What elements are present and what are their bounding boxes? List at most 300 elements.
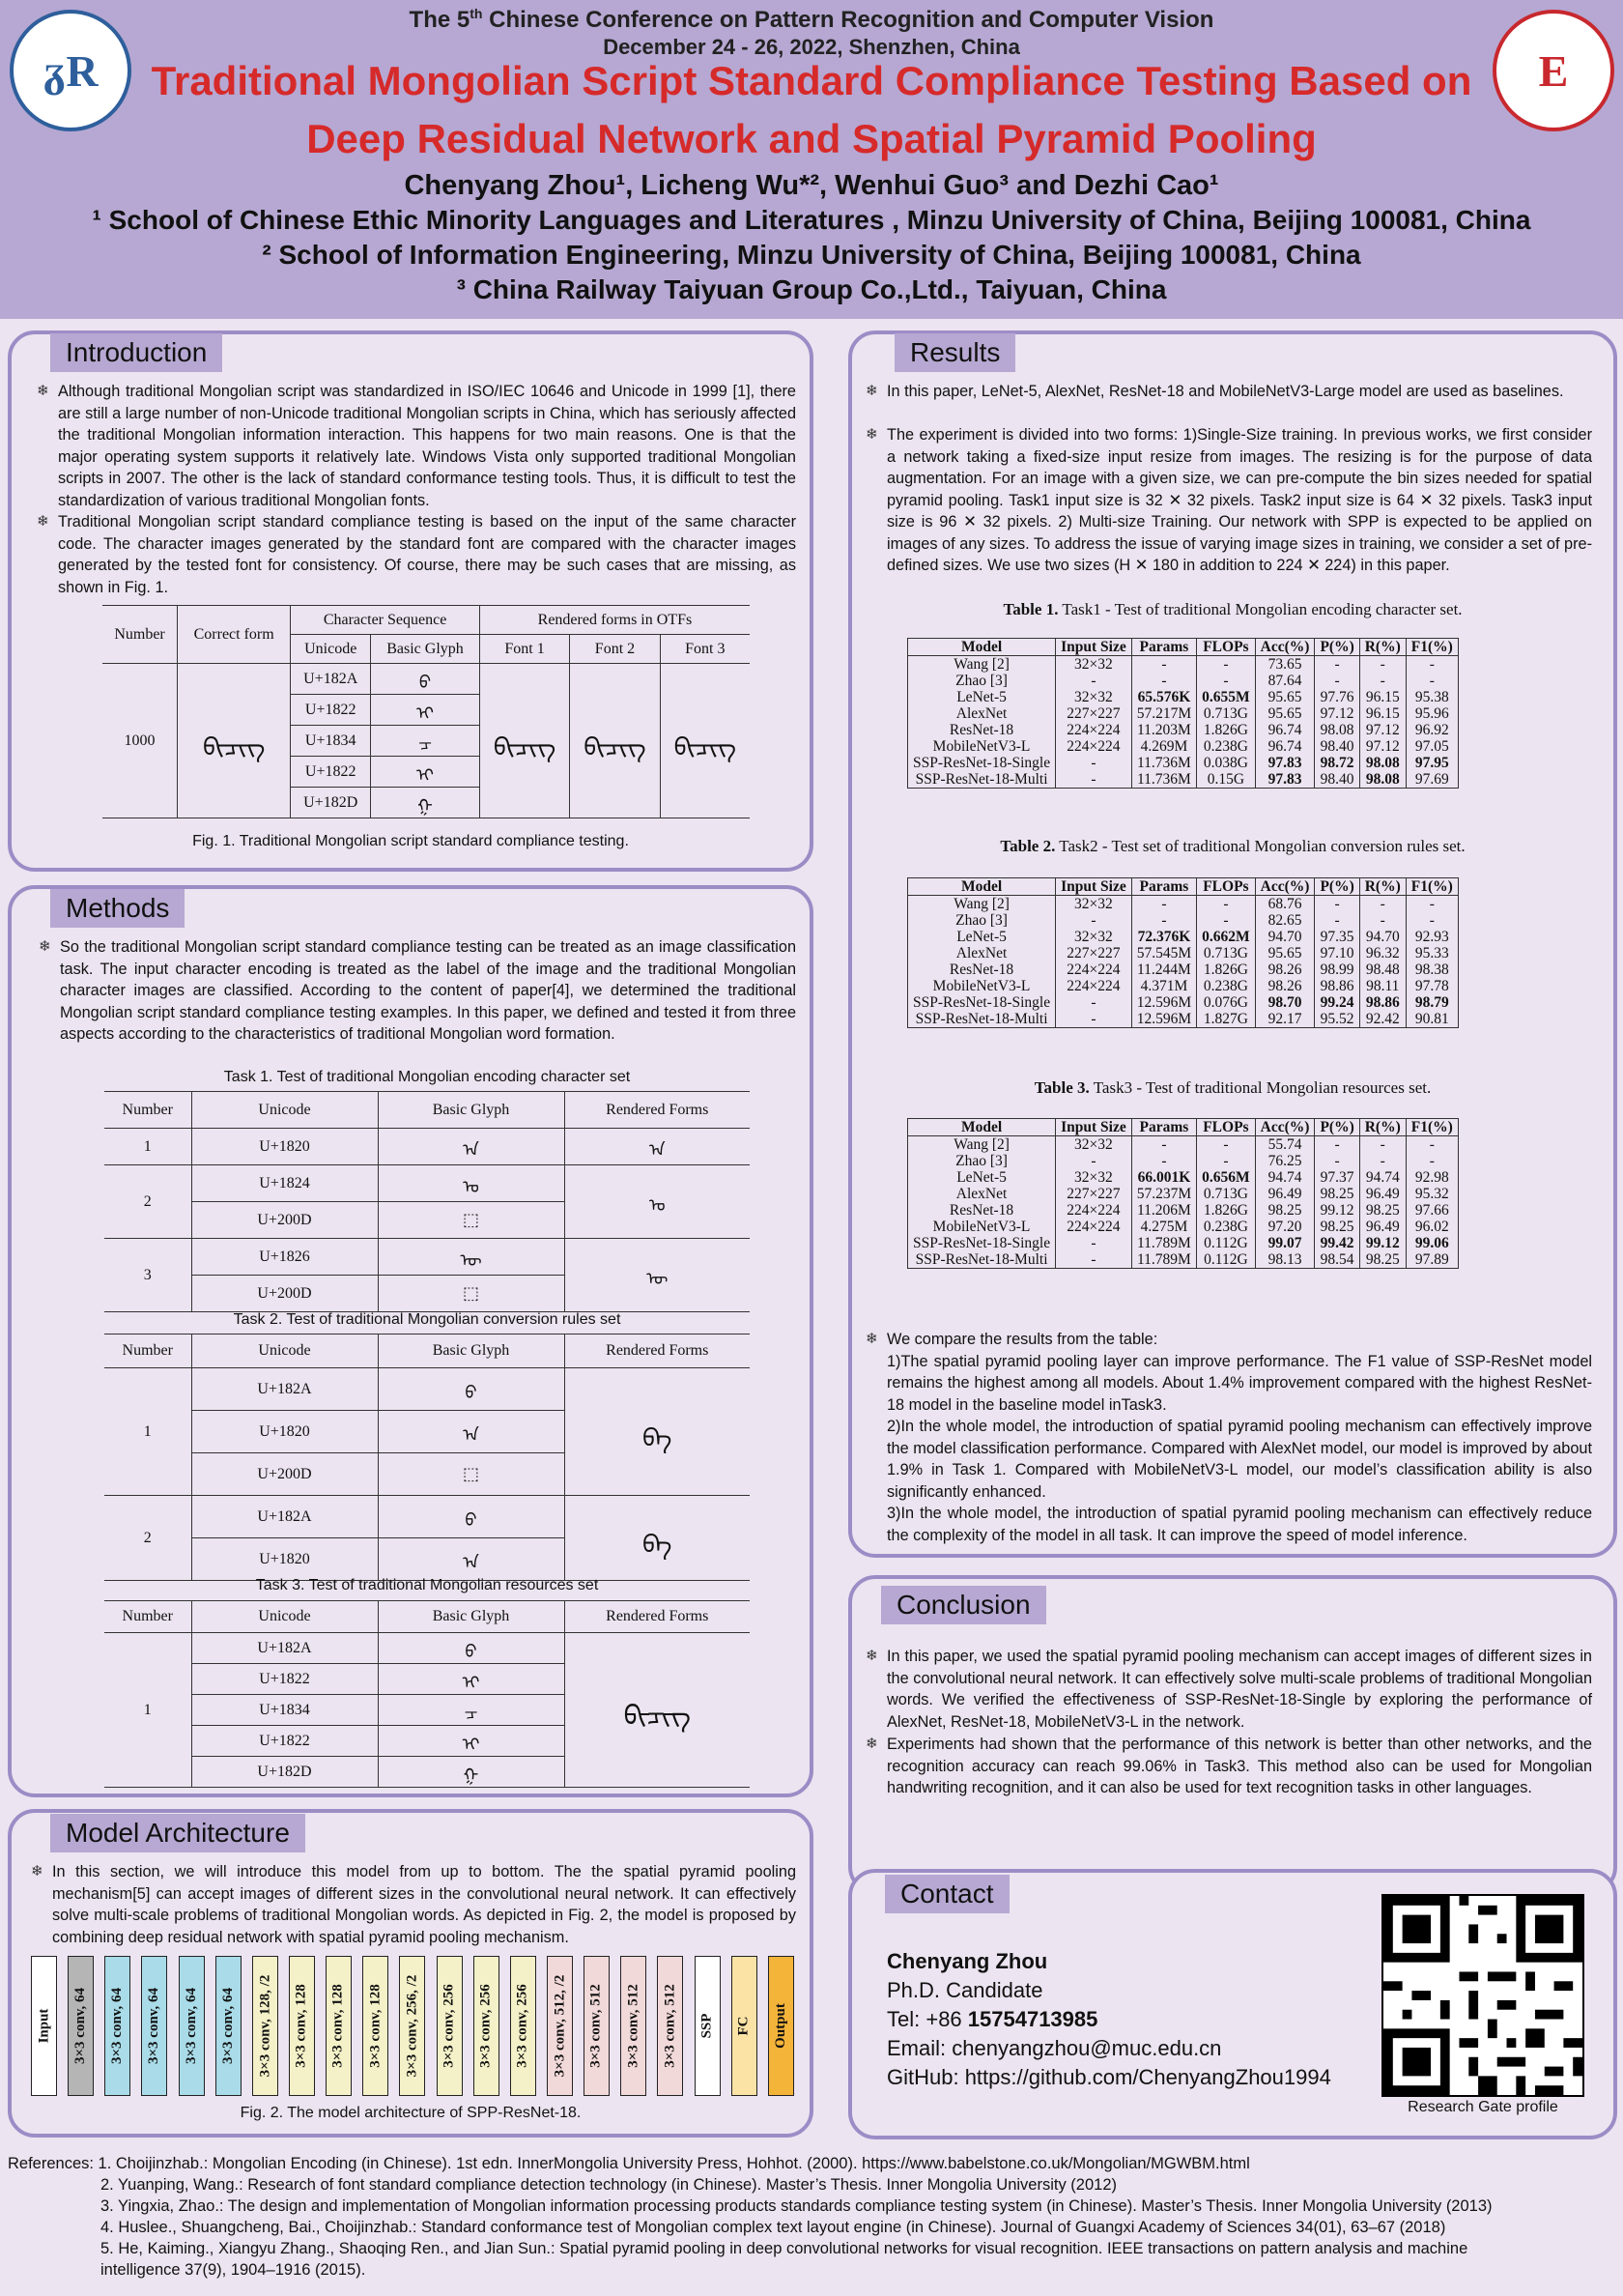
table-row	[908, 945, 1459, 961]
affiliation-3: ³ China Railway Taiyuan Group Co.,Ltd., Taiyuan, China	[456, 274, 1167, 304]
table-cell: 97.66	[1414, 1202, 1449, 1219]
rendered-cell: ᠪᠠ	[564, 1368, 750, 1496]
table-cell: -	[1197, 1153, 1256, 1169]
table2-caption: Table 2. Task2 - Test set of traditional Mongolian conversion rules set.	[1000, 837, 1466, 855]
table-cell: 0.112G	[1197, 1251, 1256, 1269]
table-cell: -	[1056, 1011, 1132, 1028]
table-cell: 96.02	[1414, 1219, 1449, 1235]
poster-title-line1: Traditional Mongolian Script Standard Compliance Testing Based on	[151, 58, 1472, 103]
task2-table	[104, 1334, 750, 1581]
table-cell: 95.32	[1414, 1186, 1449, 1202]
table-cell: 1.827G	[1197, 1011, 1256, 1028]
table-cell: 0.238G	[1197, 978, 1256, 994]
architecture-block	[289, 1956, 315, 2096]
table-cell: 11.244M	[1131, 961, 1196, 978]
reference-5-cont: intelligence 37(9), 1904–1916 (2015).	[100, 2261, 366, 2279]
table-cell: 95.38	[1414, 689, 1449, 705]
table-cell: 98.11	[1359, 978, 1406, 994]
fig2-caption: Fig. 2. The model architecture of SPP-ResNet-18.	[240, 2105, 582, 2121]
table-cell: 92.42	[1359, 1011, 1406, 1028]
glyph-cell: ⬚	[378, 1453, 564, 1496]
task1-table	[104, 1091, 750, 1312]
table-cell: -	[1429, 1153, 1435, 1169]
table-cell: 98.25	[1315, 1219, 1359, 1235]
table-cell: 95.52	[1315, 1011, 1359, 1028]
table-cell: MobileNetV3-L	[908, 1219, 1056, 1235]
conclusion-paragraph-1: ❄ In this paper, we used the spatial pyramid pooling mechanism can accept images of different sizes in the convolutional neural network. It can effectively solve multi-scale problems of traditional Mongolian words. We verified the effectiveness of SSP-ResNet-18-Single by exploring the performance of AlexNet, ResNet-18, MobileNetV3-L in the network.	[866, 1648, 1592, 1731]
number-cell: 3	[104, 1239, 191, 1312]
number-cell: 1000	[102, 664, 178, 818]
header-cell: Character Sequence	[291, 606, 480, 635]
header-cell: Rendered forms in OTFs	[479, 606, 750, 635]
table-cell: -	[1359, 912, 1406, 929]
unicode-cell: U+1822	[191, 1664, 378, 1695]
header-cell: Number	[104, 1335, 191, 1368]
table-cell: -	[1131, 656, 1196, 674]
table-cell: 98.26	[1255, 961, 1315, 978]
font3-glyph: ᠪᠢᠴᠢᠭ	[660, 664, 750, 818]
table-cell: 99.42	[1315, 1235, 1359, 1251]
table-cell: 96.49	[1255, 1186, 1315, 1202]
glyph-cell: ᠠ	[378, 1538, 564, 1581]
table-row	[908, 912, 1459, 929]
table-cell: 95.96	[1414, 705, 1449, 722]
table-cell: 66.001K	[1131, 1169, 1196, 1186]
table-cell: 96.49	[1359, 1186, 1406, 1202]
header	[0, 0, 1623, 319]
unicode-cell: U+182D	[191, 1757, 378, 1788]
table-cell: 98.79	[1414, 994, 1449, 1011]
architecture-block	[141, 1956, 167, 2096]
table-cell: 94.70	[1255, 929, 1315, 945]
fig1-caption: Fig. 1. Traditional Mongolian script standard compliance testing.	[192, 833, 629, 849]
table-cell: 4.371M	[1131, 978, 1196, 994]
authors: Chenyang Zhou¹, Licheng Wu*², Wenhui Guo³ and Dezhi Cao¹	[404, 170, 1219, 201]
rendered-cell: ᠦ	[564, 1239, 750, 1312]
table-cell: -	[1056, 755, 1132, 771]
task3-title: Task 3. Test of traditional Mongolian resources set	[255, 1577, 599, 1593]
table-cell: 98.08	[1359, 755, 1406, 771]
table-cell: AlexNet	[908, 945, 1056, 961]
table-cell: 72.376K	[1131, 929, 1196, 945]
table-cell: 227×227	[1056, 945, 1132, 961]
table-cell: 0.076G	[1197, 994, 1256, 1011]
table-cell: 11.206M	[1131, 1202, 1196, 1219]
table-cell: Zhao [3]	[908, 912, 1056, 929]
glyph-cell: ⬚	[378, 1276, 564, 1312]
table-cell: 224×224	[1056, 1202, 1132, 1219]
table-row	[908, 738, 1459, 755]
unicode-cell: U+182A	[191, 1496, 378, 1538]
table-cell: 0.713G	[1197, 1186, 1256, 1202]
table-cell: 32×32	[1056, 929, 1132, 945]
unicode-cell: U+1834	[191, 1695, 378, 1726]
correct-form-glyph: ᠪᠢᠴᠢᠭ	[178, 664, 291, 818]
header-cell: F1(%)	[1406, 639, 1458, 656]
header-cell: Number	[102, 606, 178, 664]
table-cell: -	[1359, 656, 1406, 674]
contact-info	[887, 1947, 1331, 2092]
table-cell: 97.20	[1255, 1219, 1315, 1235]
architecture-block	[399, 1956, 425, 2096]
table-cell: 98.86	[1359, 994, 1406, 1011]
table-cell: -	[1429, 673, 1435, 689]
table-cell: -	[1197, 896, 1256, 913]
table-row	[908, 961, 1459, 978]
table-cell: -	[1315, 912, 1359, 929]
table-row	[908, 1153, 1459, 1169]
unicode-cell: U+200D	[191, 1276, 378, 1312]
table-cell: ResNet-18	[908, 1202, 1056, 1219]
reference-2: 2. Yuanping, Wang.: Research of font standard compliance detection technology (in Chinese). Master’s Thesis. Inner Mongolia University (2012)	[100, 2176, 1117, 2194]
table-cell: AlexNet	[908, 705, 1056, 722]
reference-5: 5. He, Kaiming., Xiangyu Zhang., Shaoqing Ren., and Jian Sun.: Spatial pyramid pooling in deep convolutional networks for visual recognition. IEEE transactions on pattern analysis and machine	[100, 2240, 1468, 2257]
glyph-cell: ᠴ	[378, 1695, 564, 1726]
header-cell: Unicode	[191, 1601, 378, 1633]
number-cell: 1	[104, 1368, 191, 1496]
table-cell: -	[1429, 656, 1435, 673]
table-row	[908, 1186, 1459, 1202]
table-cell: 4.275M	[1131, 1219, 1196, 1235]
table-cell: Zhao [3]	[908, 673, 1056, 689]
reference-1: References: 1. Choijinzhab.: Mongolian Encoding (in Chinese). 1st edn. InnerMongolia University Press, Hohhot. (2000). https://www.babelstone.co.uk/Mongolian/MGWBM.html	[8, 2155, 1250, 2172]
table-cell: 57.217M	[1131, 705, 1196, 722]
font2-glyph: ᠪᠢᠴᠢᠭ	[570, 664, 660, 818]
header-cell: Font 2	[570, 635, 660, 664]
conference-dates: December 24 - 26, 2022, Shenzhen, China	[603, 35, 1020, 59]
bullet-icon: ❄	[866, 1736, 878, 1752]
unicode-cell: U+1822	[291, 695, 371, 726]
header-cell: R(%)	[1359, 878, 1406, 896]
table-cell: 32×32	[1056, 1136, 1132, 1154]
header-cell: Rendered Forms	[564, 1335, 750, 1368]
header-cell: Params	[1131, 1119, 1196, 1136]
header-cell: Font 3	[660, 635, 750, 664]
header-cell: Unicode	[191, 1335, 378, 1368]
contact-name: Chenyang Zhou	[887, 1949, 1048, 1973]
block-label: Output	[772, 2003, 788, 2049]
table-row	[908, 1202, 1459, 1219]
table-cell: LeNet-5	[908, 929, 1056, 945]
table-row	[908, 1169, 1459, 1186]
table-cell: 224×224	[1056, 722, 1132, 738]
logo-text: E	[1538, 45, 1569, 96]
architecture-diagram	[31, 1956, 794, 2096]
table-cell: 12.596M	[1131, 1011, 1196, 1028]
table-cell: 97.12	[1315, 705, 1359, 722]
table-cell: ResNet-18	[908, 722, 1056, 738]
table-cell: 97.05	[1414, 738, 1449, 755]
table-cell: -	[1056, 912, 1132, 929]
table-cell: LeNet-5	[908, 1169, 1056, 1186]
affiliation-1: ¹ School of Chinese Ethic Minority Languages and Literatures , Minzu University of China, Beijing 100081, China	[92, 205, 1531, 235]
header-cell: Font 1	[479, 635, 569, 664]
glyph-cell: ⬚	[378, 1202, 564, 1239]
block-label: 3×3 conv, 256, /2	[404, 1974, 420, 2078]
table-cell: 87.64	[1255, 673, 1315, 689]
header-cell: P(%)	[1315, 878, 1359, 896]
table-cell: -	[1056, 1235, 1132, 1251]
header-cell: Model	[908, 639, 1056, 656]
architecture-block	[68, 1956, 94, 2096]
table-cell: 0.656M	[1197, 1169, 1256, 1186]
methods-paragraph: ❄ So the traditional Mongolian script standard compliance testing can be treated as an image classification task. The input character encoding is treated as the label of the image and the traditional Mongolian character images are classified. According to the content of paper[4], we determined the traditional Mongolian script standard compliance testing examples. In this paper, we defined and tested it from three aspects according to the characteristics of traditional Mongolian word formation.	[39, 938, 796, 1043]
table-cell: 32×32	[1056, 656, 1132, 674]
table-cell: 92.17	[1255, 1011, 1315, 1028]
architecture-block	[657, 1956, 683, 2096]
reference-4: 4. Huslee., Shuangcheng, Bai., Choijinzhab.: Standard conformance test of Mongolian complex text layout engine (in Chinese). Journal of Guangxi Academy of Sciences 34(01), 63–67 (2018)	[100, 2219, 1446, 2236]
table-cell: 95.65	[1255, 705, 1315, 722]
glyph-cell: ᠦ	[378, 1239, 564, 1276]
table-cell: 0.238G	[1197, 738, 1256, 755]
table-cell: -	[1359, 896, 1406, 913]
glyph-cell: ᠪ	[378, 1633, 564, 1664]
glyph-cell: ᠤ	[378, 1165, 564, 1202]
unicode-cell: U+1822	[291, 757, 371, 788]
header-cell: FLOPs	[1197, 1119, 1256, 1136]
unicode-cell: U+200D	[191, 1202, 378, 1239]
table-cell: 11.203M	[1131, 722, 1196, 738]
table-cell: 68.76	[1255, 896, 1315, 913]
table-cell: Wang [2]	[908, 896, 1056, 913]
table-cell: 0.15G	[1197, 771, 1256, 789]
table-cell: 96.49	[1359, 1219, 1406, 1235]
table-cell: -	[1429, 912, 1435, 929]
conclusion-paragraph-2: ❄ Experiments had shown that the performance of this network is better than other networks, and the recognition accuracy can reach 99.06% in Task3. This method also can be used for Mongolian handwriting recognition, and it can also be used for text recognition tasks in other languages.	[866, 1736, 1592, 1796]
logo-text: ᵹR	[43, 45, 99, 96]
table-cell: -	[1429, 1136, 1435, 1153]
table-cell: 95.33	[1414, 945, 1449, 961]
table-cell: 97.83	[1255, 771, 1315, 789]
task2-title: Task 2. Test of traditional Mongolian conversion rules set	[233, 1311, 621, 1328]
qr-code[interactable]	[1381, 1894, 1584, 2097]
table-cell: 12.596M	[1131, 994, 1196, 1011]
table-cell: LeNet-5	[908, 689, 1056, 705]
block-label: 3×3 conv, 256	[441, 1984, 457, 2068]
header-cell: Basic Glyph	[378, 1092, 564, 1129]
qr-code-icon	[1383, 1896, 1582, 2095]
table-row	[908, 1251, 1459, 1269]
reference-3: 3. Yingxia, Zhao.: The design and implementation of Mongolian information processing products standards compliance testing system (in Chinese). Master’s Thesis. Inner Mongolia University (2013)	[100, 2197, 1493, 2215]
table-cell: 97.35	[1315, 929, 1359, 945]
table-cell: 98.25	[1315, 1186, 1359, 1202]
architecture-block	[620, 1956, 646, 2096]
conclusion-title: Conclusion	[881, 1586, 1046, 1624]
architecture-block	[31, 1956, 57, 2096]
header-cell: Correct form	[178, 606, 291, 664]
contact-github[interactable]: GitHub: https://github.com/ChenyangZhou1994	[887, 2065, 1331, 2089]
table-cell: 65.576K	[1131, 689, 1196, 705]
table-row	[908, 673, 1459, 689]
header-cell: Number	[104, 1092, 191, 1129]
table-cell: -	[1197, 673, 1256, 689]
header-cell: F1(%)	[1406, 878, 1458, 896]
table-cell: -	[1197, 1136, 1256, 1154]
table-cell: 98.48	[1359, 961, 1406, 978]
table-cell: 1.826G	[1197, 722, 1256, 738]
table-cell: 0.112G	[1197, 1235, 1256, 1251]
architecture-block	[362, 1956, 388, 2096]
table-row	[908, 656, 1459, 674]
table-cell: 227×227	[1056, 705, 1132, 722]
header-cell: Rendered Forms	[564, 1092, 750, 1129]
table-cell: 11.736M	[1131, 755, 1196, 771]
rendered-cell: ᠤ	[564, 1165, 750, 1239]
unicode-cell: U+182A	[291, 664, 371, 695]
glyph-cell: ᠭ	[378, 1757, 564, 1788]
table-cell: 97.78	[1414, 978, 1449, 994]
results-table-3	[907, 1118, 1459, 1269]
table-cell: 99.06	[1414, 1235, 1449, 1251]
header-cell: FLOPs	[1197, 639, 1256, 656]
rendered-cell: ᠪᠠ	[564, 1496, 750, 1581]
table-cell: 98.26	[1255, 978, 1315, 994]
architecture-block	[104, 1956, 130, 2096]
header-cell: R(%)	[1359, 639, 1406, 656]
contact-tel: Tel: +86 15754713985	[887, 2007, 1098, 2031]
table-cell: -	[1131, 1136, 1196, 1154]
unicode-cell: U+1826	[191, 1239, 378, 1276]
table-cell: 95.65	[1255, 689, 1315, 705]
table-cell: 97.76	[1315, 689, 1359, 705]
table-cell: Wang [2]	[908, 656, 1056, 674]
table-cell: 98.08	[1359, 771, 1406, 789]
contact-role: Ph.D. Candidate	[887, 1978, 1043, 2002]
table-cell: 92.93	[1414, 929, 1449, 945]
table-cell: 0.662M	[1197, 929, 1256, 945]
table-row	[908, 994, 1459, 1011]
table-cell: 97.12	[1359, 722, 1406, 738]
header-cell: Basic Glyph	[378, 1601, 564, 1633]
table-cell: 224×224	[1056, 1219, 1132, 1235]
table-cell: 11.736M	[1131, 771, 1196, 789]
table-cell: 1.826G	[1197, 961, 1256, 978]
table-row	[908, 896, 1459, 913]
model-title: Model Architecture	[50, 1814, 305, 1852]
architecture-block	[768, 1956, 794, 2096]
task3-table	[104, 1600, 750, 1788]
table-cell: 1.826G	[1197, 1202, 1256, 1219]
table-cell: 99.24	[1315, 994, 1359, 1011]
table-cell: 98.54	[1315, 1251, 1359, 1269]
table-cell: -	[1056, 1153, 1132, 1169]
bullet-icon: ❄	[37, 383, 49, 399]
table-cell: 99.12	[1315, 1202, 1359, 1219]
table-row	[908, 1219, 1459, 1235]
header-cell: Acc(%)	[1255, 639, 1315, 656]
header-cell: Params	[1131, 639, 1196, 656]
header-cell: P(%)	[1315, 639, 1359, 656]
header-cell: Unicode	[291, 635, 371, 664]
number-cell: 1	[104, 1633, 191, 1788]
table-cell: SSP-ResNet-18-Multi	[908, 1011, 1056, 1028]
contact-title: Contact	[885, 1875, 1010, 1913]
table-cell: -	[1429, 896, 1435, 912]
header-cell: Model	[908, 878, 1056, 896]
block-label: 3×3 conv, 256	[514, 1984, 530, 2068]
architecture-block	[252, 1956, 278, 2096]
table-cell: Zhao [3]	[908, 1153, 1056, 1169]
number-cell: 2	[104, 1496, 191, 1581]
table-cell: Wang [2]	[908, 1136, 1056, 1154]
block-label: 3×3 conv, 512	[662, 1984, 678, 2068]
unicode-cell: U+182A	[191, 1633, 378, 1664]
table-cell: 0.655M	[1197, 689, 1256, 705]
glyph-cell: ᠪ	[371, 664, 480, 695]
table-cell: -	[1197, 656, 1256, 674]
table-cell: -	[1359, 673, 1406, 689]
unicode-cell: U+182D	[291, 788, 371, 818]
table-cell: -	[1359, 1136, 1406, 1154]
architecture-block	[584, 1956, 610, 2096]
table-cell: 98.70	[1255, 994, 1315, 1011]
header-cell: Input Size	[1056, 878, 1132, 896]
table-header-row	[908, 878, 1459, 896]
unicode-cell: U+1820	[191, 1411, 378, 1453]
unicode-cell: U+182A	[191, 1368, 378, 1411]
table-cell: SSP-ResNet-18-Single	[908, 1235, 1056, 1251]
table-cell: 96.15	[1359, 705, 1406, 722]
bullet-icon: ❄	[866, 426, 878, 443]
font1-glyph: ᠪᠢᠴᠢᠭ	[479, 664, 569, 818]
header-cell: R(%)	[1359, 1119, 1406, 1136]
table-cell: 97.69	[1414, 771, 1449, 788]
block-label: 3×3 conv, 128	[293, 1984, 309, 2068]
block-label: 3×3 conv, 128, /2	[256, 1974, 272, 2078]
contact-email[interactable]: Email: chenyangzhou@muc.edu.cn	[887, 2036, 1222, 2060]
table-cell: 97.12	[1359, 738, 1406, 755]
poster-title-line2: Deep Residual Network and Spatial Pyramid Pooling	[306, 116, 1317, 161]
table-cell: 82.65	[1255, 912, 1315, 929]
table-row	[908, 1011, 1459, 1028]
block-label: 3×3 conv, 128	[367, 1984, 384, 2068]
results-paragraph-1: ❄ In this paper, LeNet-5, AlexNet, ResNet-18 and MobileNetV3-Large model are used as baselines.	[887, 381, 1592, 403]
table-cell: 98.08	[1315, 722, 1359, 738]
table-cell: 98.40	[1315, 738, 1359, 755]
table-cell: 96.74	[1255, 738, 1315, 755]
architecture-block	[326, 1956, 352, 2096]
table-cell: 224×224	[1056, 738, 1132, 755]
table-row	[908, 929, 1459, 945]
table-cell: 224×224	[1056, 978, 1132, 994]
bullet-icon: ❄	[866, 1648, 878, 1664]
table-cell: 94.70	[1359, 929, 1406, 945]
glyph-cell: ᠠ	[378, 1411, 564, 1453]
table-cell: SSP-ResNet-18-Single	[908, 755, 1056, 771]
table-cell: 98.25	[1359, 1251, 1406, 1269]
block-label: 3×3 conv, 64	[109, 1988, 126, 2064]
table-cell: -	[1315, 896, 1359, 913]
unicode-cell: U+1834	[291, 726, 371, 757]
glyph-cell: ᠢ	[371, 757, 480, 788]
header-cell: Input Size	[1056, 639, 1132, 656]
table-cell: 96.92	[1414, 722, 1449, 738]
table-cell: SSP-ResNet-18-Multi	[908, 771, 1056, 789]
table-cell: 97.83	[1255, 755, 1315, 771]
table-cell: 227×227	[1056, 1186, 1132, 1202]
rendered-cell: ᠠ	[564, 1129, 750, 1165]
table-row	[908, 1136, 1459, 1154]
table-row	[908, 978, 1459, 994]
model-paragraph: ❄ In this section, we will introduce this model from up to bottom. The the spatial pyramid pooling mechanism[5] can accept images of different sizes in the convolutional neural network. It can effectively solve multi-scale problems of traditional Mongolian words. As depicted in Fig. 2, the model is proposed by combining deep residual network with spatial pyramid pooling mechanism.	[31, 1863, 796, 1946]
table-row	[908, 705, 1459, 722]
block-label: Input	[36, 2008, 52, 2044]
table-cell: -	[1056, 994, 1132, 1011]
conference-name: The 5th Chinese Conference on Pattern Recognition and Computer Vision	[409, 6, 1214, 33]
table-cell: 96.74	[1255, 722, 1315, 738]
methods-title: Methods	[50, 889, 185, 928]
unicode-cell: U+1824	[191, 1165, 378, 1202]
